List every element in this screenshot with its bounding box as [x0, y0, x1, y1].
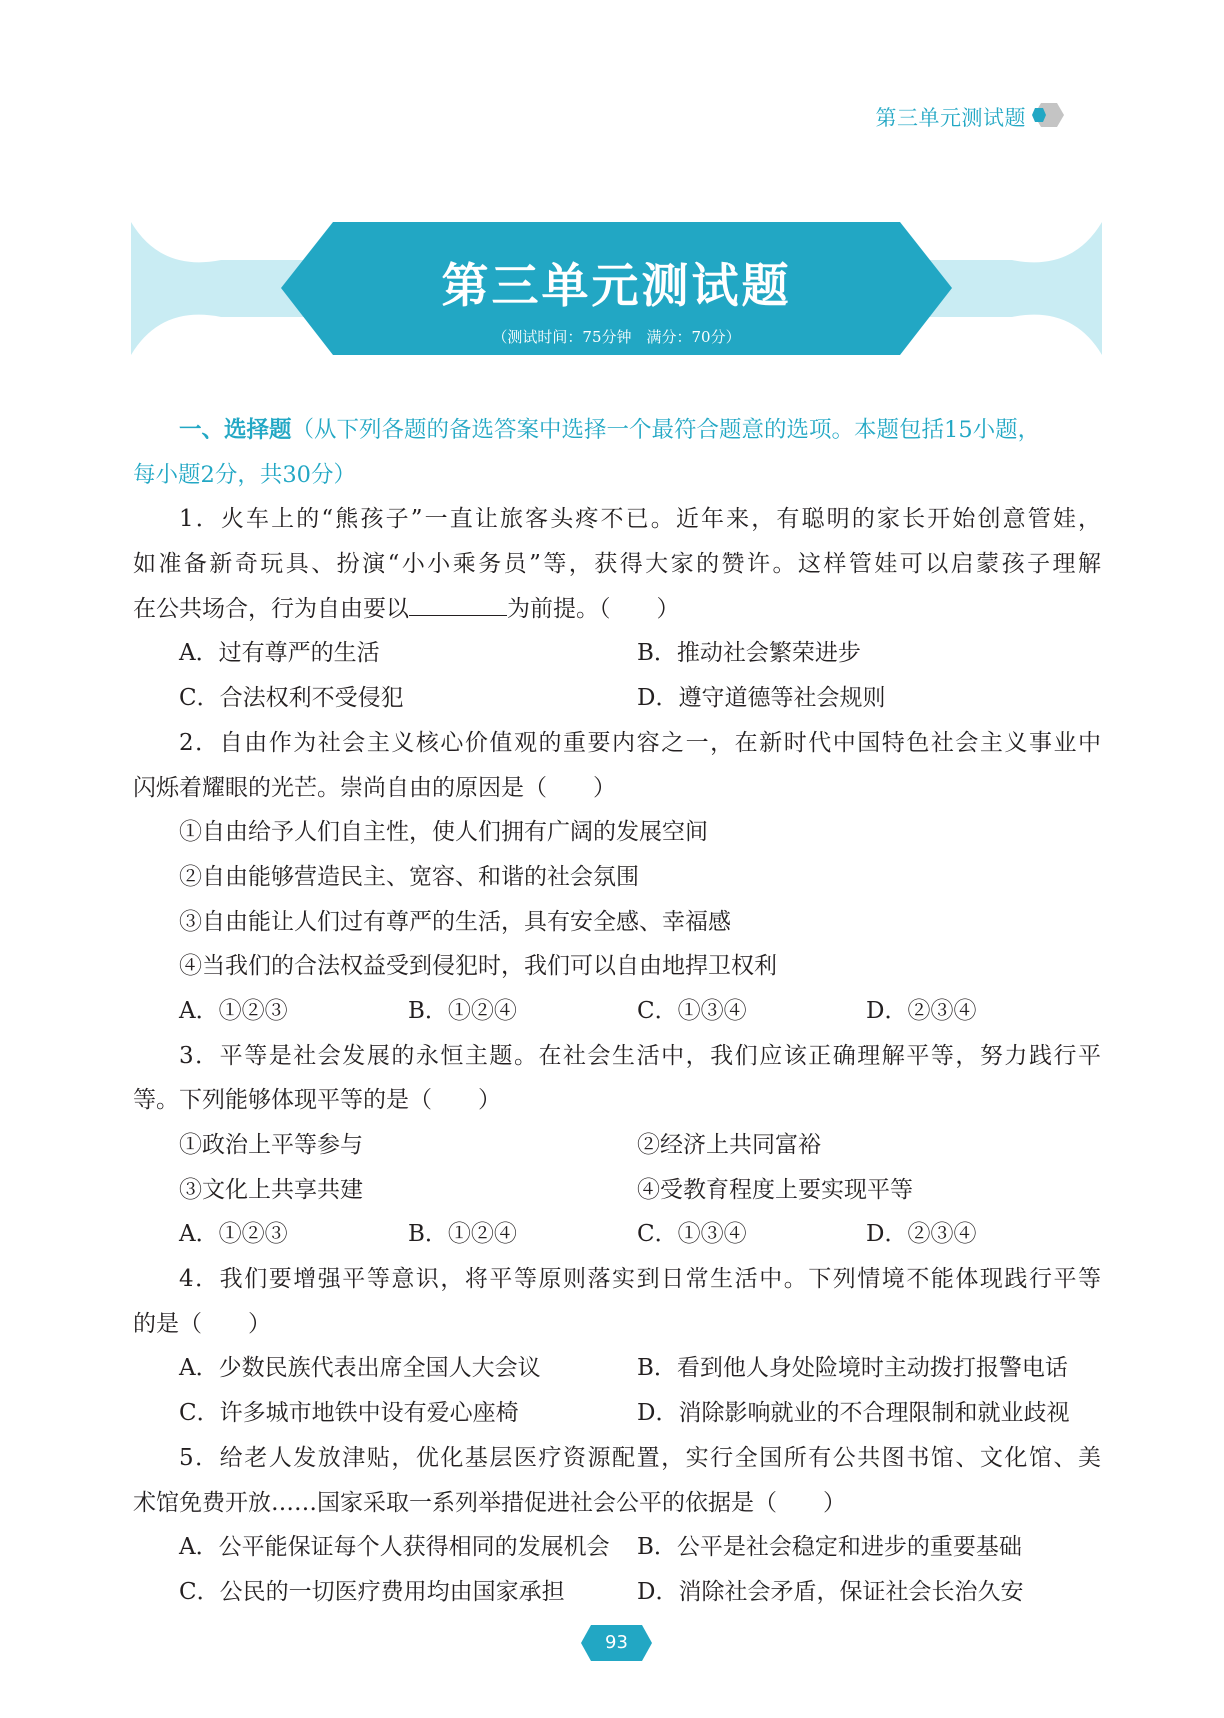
- page-number: 93: [605, 1632, 628, 1653]
- option-row: [133, 1570, 1101, 1615]
- option-d: D．遵守道德等社会规则: [637, 685, 886, 712]
- option-c: C．合法权利不受侵犯: [179, 685, 404, 712]
- option-row: [133, 1525, 1101, 1570]
- question-text: 术馆免费开放……国家采取一系列举措促进社会公平的依据是（ ）: [133, 1489, 846, 1516]
- question-text: 如准备新奇玩具、扮演“小小乘务员”等，获得大家的赞许。这样管娃可以启蒙孩子理解: [133, 551, 1101, 578]
- section-description: （从下列各题的备选答案中选择一个最符合题意的选项。本题包括15小题，: [291, 417, 1041, 443]
- section-title: 一、选择题: [179, 417, 292, 443]
- question-text: [133, 587, 1101, 632]
- option-row: [133, 989, 1101, 1034]
- running-header-title: 第三单元测试题: [875, 106, 1026, 130]
- option-row: [133, 676, 1101, 721]
- option-b: B．推动社会繁荣进步: [637, 640, 861, 667]
- question-text-fragment: 为前提。（ ）: [507, 595, 680, 622]
- option-a: A．少数民族代表出席全国人大会议: [179, 1355, 541, 1382]
- option-b: B．①②④: [408, 1221, 517, 1248]
- fill-blank: [409, 591, 507, 616]
- option-c: C．①③④: [637, 997, 747, 1024]
- option-c: C．公民的一切医疗费用均由国家承担: [179, 1578, 565, 1605]
- option-c: C．许多城市地铁中设有爱心座椅: [179, 1400, 519, 1427]
- statement-item: ②自由能够营造民主、宽容、和谐的社会氛围: [179, 863, 639, 890]
- option-row: [133, 1346, 1101, 1391]
- option-b: B．①②④: [408, 997, 517, 1024]
- option-d: D．消除影响就业的不合理限制和就业歧视: [637, 1400, 1070, 1427]
- option-c: C．①③④: [637, 1221, 747, 1248]
- question-text: 的是（ ）: [133, 1310, 271, 1337]
- test-info: （测试时间：75分钟 满分：70分）: [492, 328, 741, 346]
- question-text: 5．给老人发放津贴，优化基层医疗资源配置，实行全国所有公共图书馆、文化馆、美: [179, 1444, 1101, 1471]
- option-a: A．公平能保证每个人获得相同的发展机会: [179, 1534, 610, 1561]
- option-row: [133, 631, 1101, 676]
- question-text: 1．火车上的“熊孩子”一直让旅客头疼不已。近年来，有聪明的家长开始创意管娃，: [179, 506, 1101, 533]
- option-row: [133, 1212, 1101, 1257]
- question-text: 闪烁着耀眼的光芒。崇尚自由的原因是（ ）: [133, 774, 616, 801]
- option-b: B．看到他人身处险境时主动拨打报警电话: [637, 1355, 1068, 1382]
- page-title: 第三单元测试题: [441, 259, 792, 314]
- option-a: A．①②③: [179, 1221, 288, 1248]
- option-d: D．②③④: [866, 997, 977, 1024]
- option-a: A．①②③: [179, 997, 288, 1024]
- option-row: [133, 1391, 1101, 1436]
- option-d: D．②③④: [866, 1221, 977, 1248]
- question-text: 2．自由作为社会主义核心价值观的重要内容之一，在新时代中国特色社会主义事业中: [179, 729, 1101, 756]
- option-d: D．消除社会矛盾，保证社会长治久安: [637, 1578, 1024, 1605]
- question-1: [133, 497, 1101, 720]
- title-banner: [131, 222, 1102, 355]
- header-decoration-icon: [1030, 103, 1064, 127]
- statement-item: ①自由给予人们自主性，使人们拥有广阔的发展空间: [179, 819, 708, 846]
- page-number-badge: [581, 1625, 652, 1661]
- statement-item: ③自由能让人们过有尊严的生活，具有安全感、幸福感: [179, 908, 731, 935]
- question-5: [133, 1436, 1101, 1615]
- statement-item: ④当我们的合法权益受到侵犯时，我们可以自由地捍卫权利: [179, 953, 777, 980]
- option-b: B．公平是社会稳定和进步的重要基础: [637, 1534, 1022, 1561]
- question-2: [133, 721, 1101, 1034]
- question-text: 4．我们要增强平等意识，将平等原则落实到日常生活中。下列情境不能体现践行平等: [179, 1266, 1101, 1293]
- statement-row: [133, 1123, 1101, 1168]
- statement-item: ①政治上平等参与: [179, 1132, 363, 1158]
- question-text: 3．平等是社会发展的永恒主题。在社会生活中，我们应该正确理解平等，努力践行平: [179, 1042, 1101, 1069]
- statement-item: ④受教育程度上要实现平等: [637, 1176, 913, 1203]
- section-description-continued: 每小题2分，共30分）: [133, 461, 356, 488]
- statement-item: ③文化上共享共建: [179, 1176, 363, 1203]
- statement-item: ②经济上共同富裕: [637, 1132, 821, 1158]
- option-a: A．过有尊严的生活: [179, 640, 380, 667]
- section-heading: [133, 408, 1101, 453]
- question-section: [133, 408, 1101, 1615]
- question-3: [133, 1034, 1101, 1257]
- question-text: 等。下列能够体现平等的是（ ）: [133, 1087, 501, 1114]
- statement-row: [133, 1168, 1101, 1213]
- question-text-fragment: 在公共场合，行为自由要以: [133, 595, 409, 622]
- question-4: [133, 1257, 1101, 1436]
